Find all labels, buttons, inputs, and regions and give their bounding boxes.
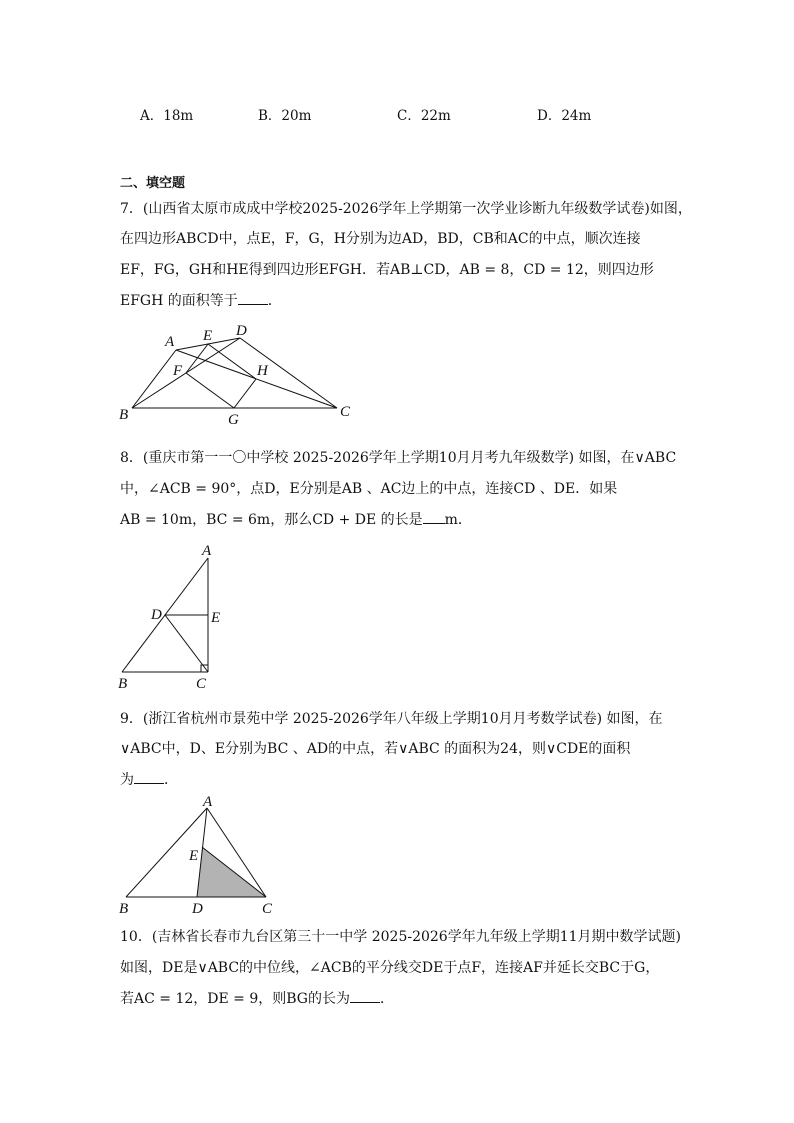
- q7-segment-he: [208, 344, 256, 379]
- q7-segment-fg: [186, 373, 234, 408]
- q9-line-2: ∨ABC中，D、E分别为BC 、AD的中点，若∨ABC 的面积为24，则∨CDE的面积: [120, 741, 631, 757]
- q8-line-3-end: m．: [444, 512, 472, 528]
- q7-label-d: D: [236, 323, 247, 339]
- q7-label-c: C: [340, 404, 351, 420]
- q9-figure: [110, 792, 285, 917]
- q7-diagonal-ac: [176, 350, 337, 408]
- q10-line-3-end: ．: [379, 991, 394, 1007]
- q8-segment-cd: [165, 615, 208, 672]
- q8-line-3-text: AB = 10m，BC = 6m，那么CD + DE 的长是: [120, 512, 423, 528]
- q10-line-3-text: 若AC = 12，DE = 9，则BG的长为: [120, 991, 350, 1007]
- q7-segment-gh: [234, 379, 256, 408]
- q8-label-c: C: [196, 676, 207, 692]
- q7-segment-ef: [186, 344, 208, 373]
- q7-answer-blank: [238, 292, 268, 305]
- q8-label-d: D: [151, 607, 162, 623]
- q8-line-1: 8．(重庆市第一一〇中学校 2025-2026学年上学期10月月考九年级数学) 如图，在∨ABC: [120, 450, 677, 466]
- q7-line-4-text: EFGH 的面积等于: [120, 293, 238, 309]
- q8-figure: [110, 540, 240, 692]
- q7-line-3: EF，FG，GH和HE得到四边形EFGH．若AB⊥CD，AB = 8，CD = 12，则四边形: [120, 262, 654, 278]
- q9-label-a: A: [203, 794, 213, 810]
- q7-label-b: B: [119, 407, 129, 423]
- q10-line-2: 如图，DE是∨ABC的中位线，∠ACB的平分线交DE于点F，连接AF并延长交BC于G，: [120, 960, 660, 976]
- q10-line-1: 10．(吉林省长春市九台区第三十一中学 2025-2026学年九年级上学期11月期中数学试题): [120, 929, 681, 945]
- q7-label-e: E: [203, 328, 213, 344]
- q7-figure: [110, 318, 370, 430]
- choice-b: B．20m: [258, 108, 312, 124]
- q9-label-e: E: [189, 848, 199, 864]
- q8-label-a: A: [202, 543, 212, 559]
- q7-side-ba: [132, 350, 176, 408]
- q10-line-3: [120, 988, 394, 1008]
- q7-line-4-end: ．: [267, 293, 282, 309]
- q7-label-g: G: [228, 412, 239, 428]
- q8-line-2: 中，∠ACB = 90°，点D，E分别是AB 、AC边上的中点，连接CD 、DE．如果: [120, 481, 618, 497]
- q7-label-f: F: [173, 363, 183, 379]
- q9-label-c: C: [262, 901, 273, 917]
- q9-line-3-end: ．: [164, 772, 178, 788]
- q7-label-a: A: [165, 334, 175, 350]
- q8-label-b: B: [118, 676, 128, 692]
- section-title: 二、填空题: [120, 176, 186, 191]
- q7-side-dc: [240, 338, 337, 408]
- q8-line-3: [120, 509, 472, 529]
- q7-line-1: 7．(山西省太原市成成中学校2025-2026学年上学期第一次学业诊断九年级数学试卷)如图，: [120, 201, 692, 217]
- q7-line-4: [120, 290, 282, 310]
- q9-label-d: D: [192, 901, 203, 917]
- q9-line-3-text: 为: [120, 772, 134, 788]
- q7-line-2: 在四边形ABCD中，点E，F，G，H分别为边AD，BD，CB和AC的中点，顺次连接: [120, 231, 641, 247]
- q7-label-h: H: [257, 363, 268, 379]
- q8-answer-blank: [423, 511, 445, 524]
- q9-line-1: 9．(浙江省杭州市景苑中学 2025-2026学年八年级上学期10月月考数学试卷) 如图，在: [120, 711, 663, 727]
- q8-label-e: E: [211, 610, 221, 626]
- choice-a: A．18m: [140, 108, 194, 124]
- q9-line-3: [120, 769, 178, 789]
- choice-c: C．22m: [397, 108, 451, 124]
- choice-d: D．24m: [537, 108, 592, 124]
- q10-answer-blank: [350, 990, 380, 1003]
- q9-label-b: B: [119, 901, 129, 917]
- q9-answer-blank: [134, 771, 164, 784]
